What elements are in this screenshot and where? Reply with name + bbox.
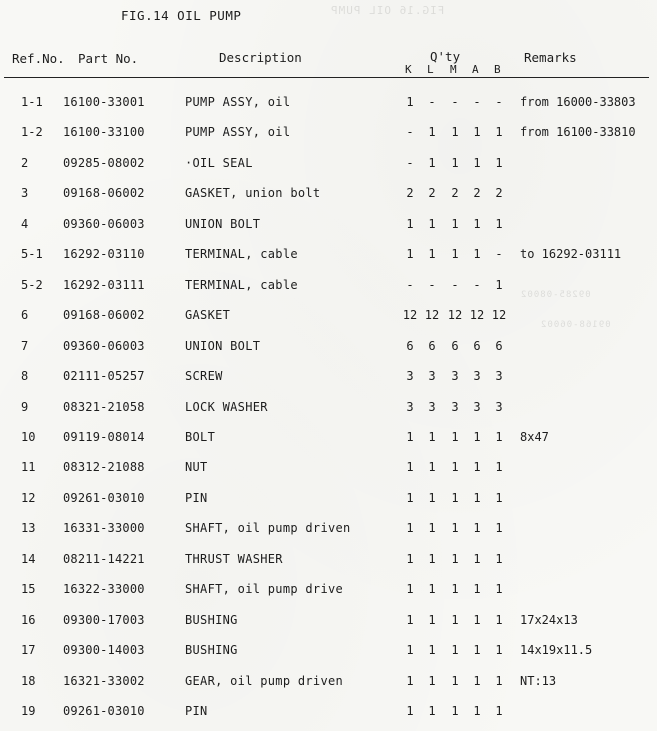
qty-cell-l: 1 xyxy=(428,673,436,688)
header-part-no: Part No. xyxy=(78,51,139,66)
table-row xyxy=(0,518,657,538)
qty-cell-b: 1 xyxy=(495,521,503,536)
qty-cell-m: 1 xyxy=(451,460,459,475)
description-cell: UNION BOLT xyxy=(185,338,261,353)
ref-no-cell: 13 xyxy=(21,521,36,536)
qty-cell-l: 1 xyxy=(428,460,436,475)
description-cell: SHAFT, oil pump drive xyxy=(185,582,344,597)
qty-cell-l: 12 xyxy=(424,308,440,323)
qty-cell-k: 2 xyxy=(406,186,414,201)
qty-column-header-k: K xyxy=(405,63,412,76)
qty-cell-a: - xyxy=(473,95,481,109)
qty-cell-b: 1 xyxy=(495,612,503,627)
qty-cell-a: 1 xyxy=(473,125,481,140)
table-row xyxy=(0,92,657,112)
qty-cell-b: 1 xyxy=(495,673,503,688)
qty-cell-l: 1 xyxy=(428,612,436,627)
qty-cell-b: 1 xyxy=(495,460,503,475)
description-cell: SHAFT, oil pump driven xyxy=(185,521,351,536)
ref-no-cell: 9 xyxy=(21,399,29,414)
qty-cell-a: 1 xyxy=(473,460,481,475)
ref-no-cell: 18 xyxy=(21,673,36,688)
description-cell: TERMINAL, cable xyxy=(185,277,298,292)
qty-cell-a: 1 xyxy=(473,216,481,231)
qty-cell-k: 1 xyxy=(406,673,414,688)
part-no-cell: 16322-33000 xyxy=(63,582,145,597)
qty-cell-b: 1 xyxy=(495,155,503,170)
qty-cell-k: 1 xyxy=(406,95,414,109)
part-no-cell: 16100-33100 xyxy=(63,125,145,140)
qty-cell-m: 3 xyxy=(451,399,459,414)
table-row xyxy=(0,305,657,325)
qty-cell-l: 1 xyxy=(428,247,436,262)
part-no-cell: 09261-03010 xyxy=(63,704,145,718)
qty-cell-k: 1 xyxy=(406,216,414,231)
qty-cell-k: 1 xyxy=(406,643,414,658)
qty-cell-b: 1 xyxy=(495,216,503,231)
qty-cell-k: 3 xyxy=(406,369,414,384)
qty-cell-a: 1 xyxy=(473,429,481,444)
qty-cell-m: 1 xyxy=(451,490,459,505)
table-row xyxy=(0,397,657,417)
description-cell: GASKET, union bolt xyxy=(185,186,321,201)
qty-cell-b: 2 xyxy=(495,186,503,201)
part-no-cell: 09119-08014 xyxy=(63,429,145,444)
ref-no-cell: 16 xyxy=(21,612,36,627)
ref-no-cell: 4 xyxy=(21,216,29,231)
ref-no-cell: 2 xyxy=(21,155,29,170)
qty-cell-k: 12 xyxy=(402,308,418,323)
qty-cell-a: 1 xyxy=(473,582,481,597)
table-row xyxy=(0,640,657,660)
qty-cell-b: 6 xyxy=(495,338,503,353)
figure-title: FIG.14 OIL PUMP xyxy=(121,8,242,23)
qty-cell-a: 3 xyxy=(473,369,481,384)
qty-cell-m: 2 xyxy=(451,186,459,201)
remarks-cell: from 16000-33803 xyxy=(520,95,636,109)
description-cell: LOCK WASHER xyxy=(185,399,268,414)
table-row xyxy=(0,457,657,477)
part-no-cell: 09168-06002 xyxy=(63,308,145,323)
table-row xyxy=(0,153,657,173)
qty-cell-m: 1 xyxy=(451,551,459,566)
qty-cell-k: 1 xyxy=(406,429,414,444)
bleed-through-text: 09285-08002 xyxy=(520,290,591,300)
qty-cell-a: 1 xyxy=(473,643,481,658)
remarks-cell: from 16100-33810 xyxy=(520,125,636,140)
qty-cell-a: 2 xyxy=(473,186,481,201)
qty-cell-a: 1 xyxy=(473,247,481,262)
qty-cell-k: 1 xyxy=(406,490,414,505)
part-no-cell: 08211-14221 xyxy=(63,551,145,566)
qty-cell-l: 3 xyxy=(428,399,436,414)
part-no-cell: 09285-08002 xyxy=(63,155,145,170)
part-no-cell: 16321-33002 xyxy=(63,673,145,688)
description-cell: GEAR, oil pump driven xyxy=(185,673,344,688)
part-no-cell: 16331-33000 xyxy=(63,521,145,536)
ref-no-cell: 1-2 xyxy=(21,125,43,140)
remarks-cell: to 16292-03111 xyxy=(520,247,622,262)
qty-cell-a: 1 xyxy=(473,155,481,170)
ref-no-cell: 6 xyxy=(21,308,29,323)
qty-cell-k: 1 xyxy=(406,582,414,597)
table-row xyxy=(0,214,657,234)
part-no-cell: 16292-03111 xyxy=(63,277,145,292)
table-row xyxy=(0,549,657,569)
qty-cell-k: 1 xyxy=(406,551,414,566)
qty-cell-a: - xyxy=(473,277,481,292)
table-row xyxy=(0,671,657,691)
qty-cell-l: 1 xyxy=(428,521,436,536)
table-row xyxy=(0,122,657,142)
ref-no-cell: 17 xyxy=(21,643,36,658)
qty-column-header-a: A xyxy=(472,63,479,76)
description-cell: BUSHING xyxy=(185,643,238,658)
table-row xyxy=(0,610,657,630)
description-cell: PUMP ASSY, oil xyxy=(185,125,291,140)
header-qty: Q'ty xyxy=(430,49,461,64)
table-row xyxy=(0,336,657,356)
ref-no-cell: 12 xyxy=(21,490,36,505)
qty-cell-b: 1 xyxy=(495,125,503,140)
part-no-cell: 09261-03010 xyxy=(63,490,145,505)
qty-cell-k: 1 xyxy=(406,704,414,718)
description-cell: GASKET xyxy=(185,308,231,323)
ref-no-cell: 19 xyxy=(21,704,36,718)
qty-cell-m: 1 xyxy=(451,612,459,627)
header-ref-no: Ref.No. xyxy=(12,51,65,66)
bleed-through-text: FIG.16 OIL PUMP xyxy=(330,4,445,17)
remarks-cell: 14x19x11.5 xyxy=(520,643,593,658)
description-cell: BUSHING xyxy=(185,612,238,627)
qty-cell-a: 1 xyxy=(473,551,481,566)
qty-cell-m: 12 xyxy=(447,308,463,323)
qty-cell-k: - xyxy=(406,277,414,292)
qty-cell-a: 1 xyxy=(473,673,481,688)
qty-cell-k: 1 xyxy=(406,612,414,627)
remarks-cell: NT:13 xyxy=(520,673,557,688)
qty-cell-b: 1 xyxy=(495,582,503,597)
table-row xyxy=(0,366,657,386)
qty-cell-m: 1 xyxy=(451,216,459,231)
part-no-cell: 16100-33001 xyxy=(63,95,145,109)
description-cell: TERMINAL, cable xyxy=(185,247,298,262)
qty-cell-l: - xyxy=(428,95,436,109)
qty-cell-l: 2 xyxy=(428,186,436,201)
qty-cell-a: 1 xyxy=(473,521,481,536)
description-cell: PIN xyxy=(185,704,208,718)
qty-cell-a: 1 xyxy=(473,704,481,718)
part-no-cell: 16292-03110 xyxy=(63,247,145,262)
qty-cell-l: 1 xyxy=(428,490,436,505)
qty-cell-m: 1 xyxy=(451,521,459,536)
qty-cell-a: 1 xyxy=(473,490,481,505)
qty-cell-l: 1 xyxy=(428,551,436,566)
description-cell: PUMP ASSY, oil xyxy=(185,95,291,109)
ref-no-cell: 10 xyxy=(21,429,36,444)
qty-cell-m: 3 xyxy=(451,369,459,384)
table-row xyxy=(0,488,657,508)
qty-cell-k: - xyxy=(406,125,414,140)
ref-no-cell: 5-2 xyxy=(21,277,43,292)
qty-cell-l: 1 xyxy=(428,429,436,444)
ref-no-cell: 11 xyxy=(21,460,36,475)
remarks-cell: 8x47 xyxy=(520,429,549,444)
part-no-cell: 09360-06003 xyxy=(63,338,145,353)
part-no-cell: 09300-17003 xyxy=(63,612,145,627)
qty-cell-k: - xyxy=(406,155,414,170)
header-rule xyxy=(4,77,649,78)
part-no-cell: 09300-14003 xyxy=(63,643,145,658)
qty-cell-b: 3 xyxy=(495,369,503,384)
qty-cell-m: 1 xyxy=(451,247,459,262)
qty-cell-m: - xyxy=(451,95,459,109)
qty-cell-k: 6 xyxy=(406,338,414,353)
qty-cell-l: - xyxy=(428,277,436,292)
qty-cell-l: 1 xyxy=(428,155,436,170)
qty-cell-b: 1 xyxy=(495,429,503,444)
qty-cell-k: 3 xyxy=(406,399,414,414)
table-row xyxy=(0,579,657,599)
part-no-cell: 08321-21058 xyxy=(63,399,145,414)
qty-cell-k: 1 xyxy=(406,460,414,475)
qty-cell-b: 3 xyxy=(495,399,503,414)
qty-cell-a: 6 xyxy=(473,338,481,353)
table-row xyxy=(0,427,657,447)
ref-no-cell: 1-1 xyxy=(21,95,43,109)
ref-no-cell: 5-1 xyxy=(21,247,43,262)
qty-cell-b: 1 xyxy=(495,643,503,658)
part-no-cell: 09168-06002 xyxy=(63,186,145,201)
ref-no-cell: 14 xyxy=(21,551,36,566)
qty-cell-l: 6 xyxy=(428,338,436,353)
table-row xyxy=(0,275,657,295)
header-description: Description xyxy=(219,50,302,65)
description-cell: ·OIL SEAL xyxy=(185,155,253,170)
qty-cell-l: 3 xyxy=(428,369,436,384)
qty-cell-a: 12 xyxy=(469,308,485,323)
qty-cell-b: 1 xyxy=(495,277,503,292)
part-no-cell: 09360-06003 xyxy=(63,216,145,231)
qty-cell-b: 1 xyxy=(495,704,503,718)
qty-cell-b: 1 xyxy=(495,551,503,566)
qty-cell-l: 1 xyxy=(428,125,436,140)
qty-cell-l: 1 xyxy=(428,216,436,231)
table-row xyxy=(0,183,657,203)
ref-no-cell: 15 xyxy=(21,582,36,597)
qty-column-header-m: M xyxy=(450,63,457,76)
qty-cell-l: 1 xyxy=(428,704,436,718)
qty-cell-m: 1 xyxy=(451,673,459,688)
qty-cell-l: 1 xyxy=(428,643,436,658)
qty-column-header-b: B xyxy=(494,63,501,76)
table-row xyxy=(0,244,657,264)
qty-cell-m: 1 xyxy=(451,429,459,444)
ref-no-cell: 7 xyxy=(21,338,29,353)
description-cell: BOLT xyxy=(185,429,216,444)
ref-no-cell: 8 xyxy=(21,369,29,384)
qty-cell-b: 1 xyxy=(495,490,503,505)
qty-cell-b: 12 xyxy=(491,308,507,323)
part-no-cell: 08312-21088 xyxy=(63,460,145,475)
qty-cell-m: 1 xyxy=(451,582,459,597)
description-cell: NUT xyxy=(185,460,208,475)
bleed-through-text: 09168-06002 xyxy=(540,320,611,330)
description-cell: PIN xyxy=(185,490,208,505)
qty-cell-b: - xyxy=(495,95,503,109)
qty-cell-l: 1 xyxy=(428,582,436,597)
header-remarks: Remarks xyxy=(524,50,577,65)
qty-cell-m: 1 xyxy=(451,125,459,140)
qty-cell-m: 1 xyxy=(451,643,459,658)
qty-cell-b: - xyxy=(495,247,503,262)
ref-no-cell: 3 xyxy=(21,186,29,201)
description-cell: UNION BOLT xyxy=(185,216,261,231)
qty-column-header-l: L xyxy=(427,63,434,76)
remarks-cell: 17x24x13 xyxy=(520,612,578,627)
table-row xyxy=(0,701,657,721)
description-cell: THRUST WASHER xyxy=(185,551,283,566)
part-no-cell: 02111-05257 xyxy=(63,369,145,384)
qty-cell-m: 6 xyxy=(451,338,459,353)
qty-cell-a: 1 xyxy=(473,612,481,627)
qty-cell-m: 1 xyxy=(451,704,459,718)
qty-cell-a: 3 xyxy=(473,399,481,414)
qty-cell-m: 1 xyxy=(451,155,459,170)
qty-cell-k: 1 xyxy=(406,521,414,536)
description-cell: SCREW xyxy=(185,369,223,384)
qty-cell-k: 1 xyxy=(406,247,414,262)
qty-cell-m: - xyxy=(451,277,459,292)
